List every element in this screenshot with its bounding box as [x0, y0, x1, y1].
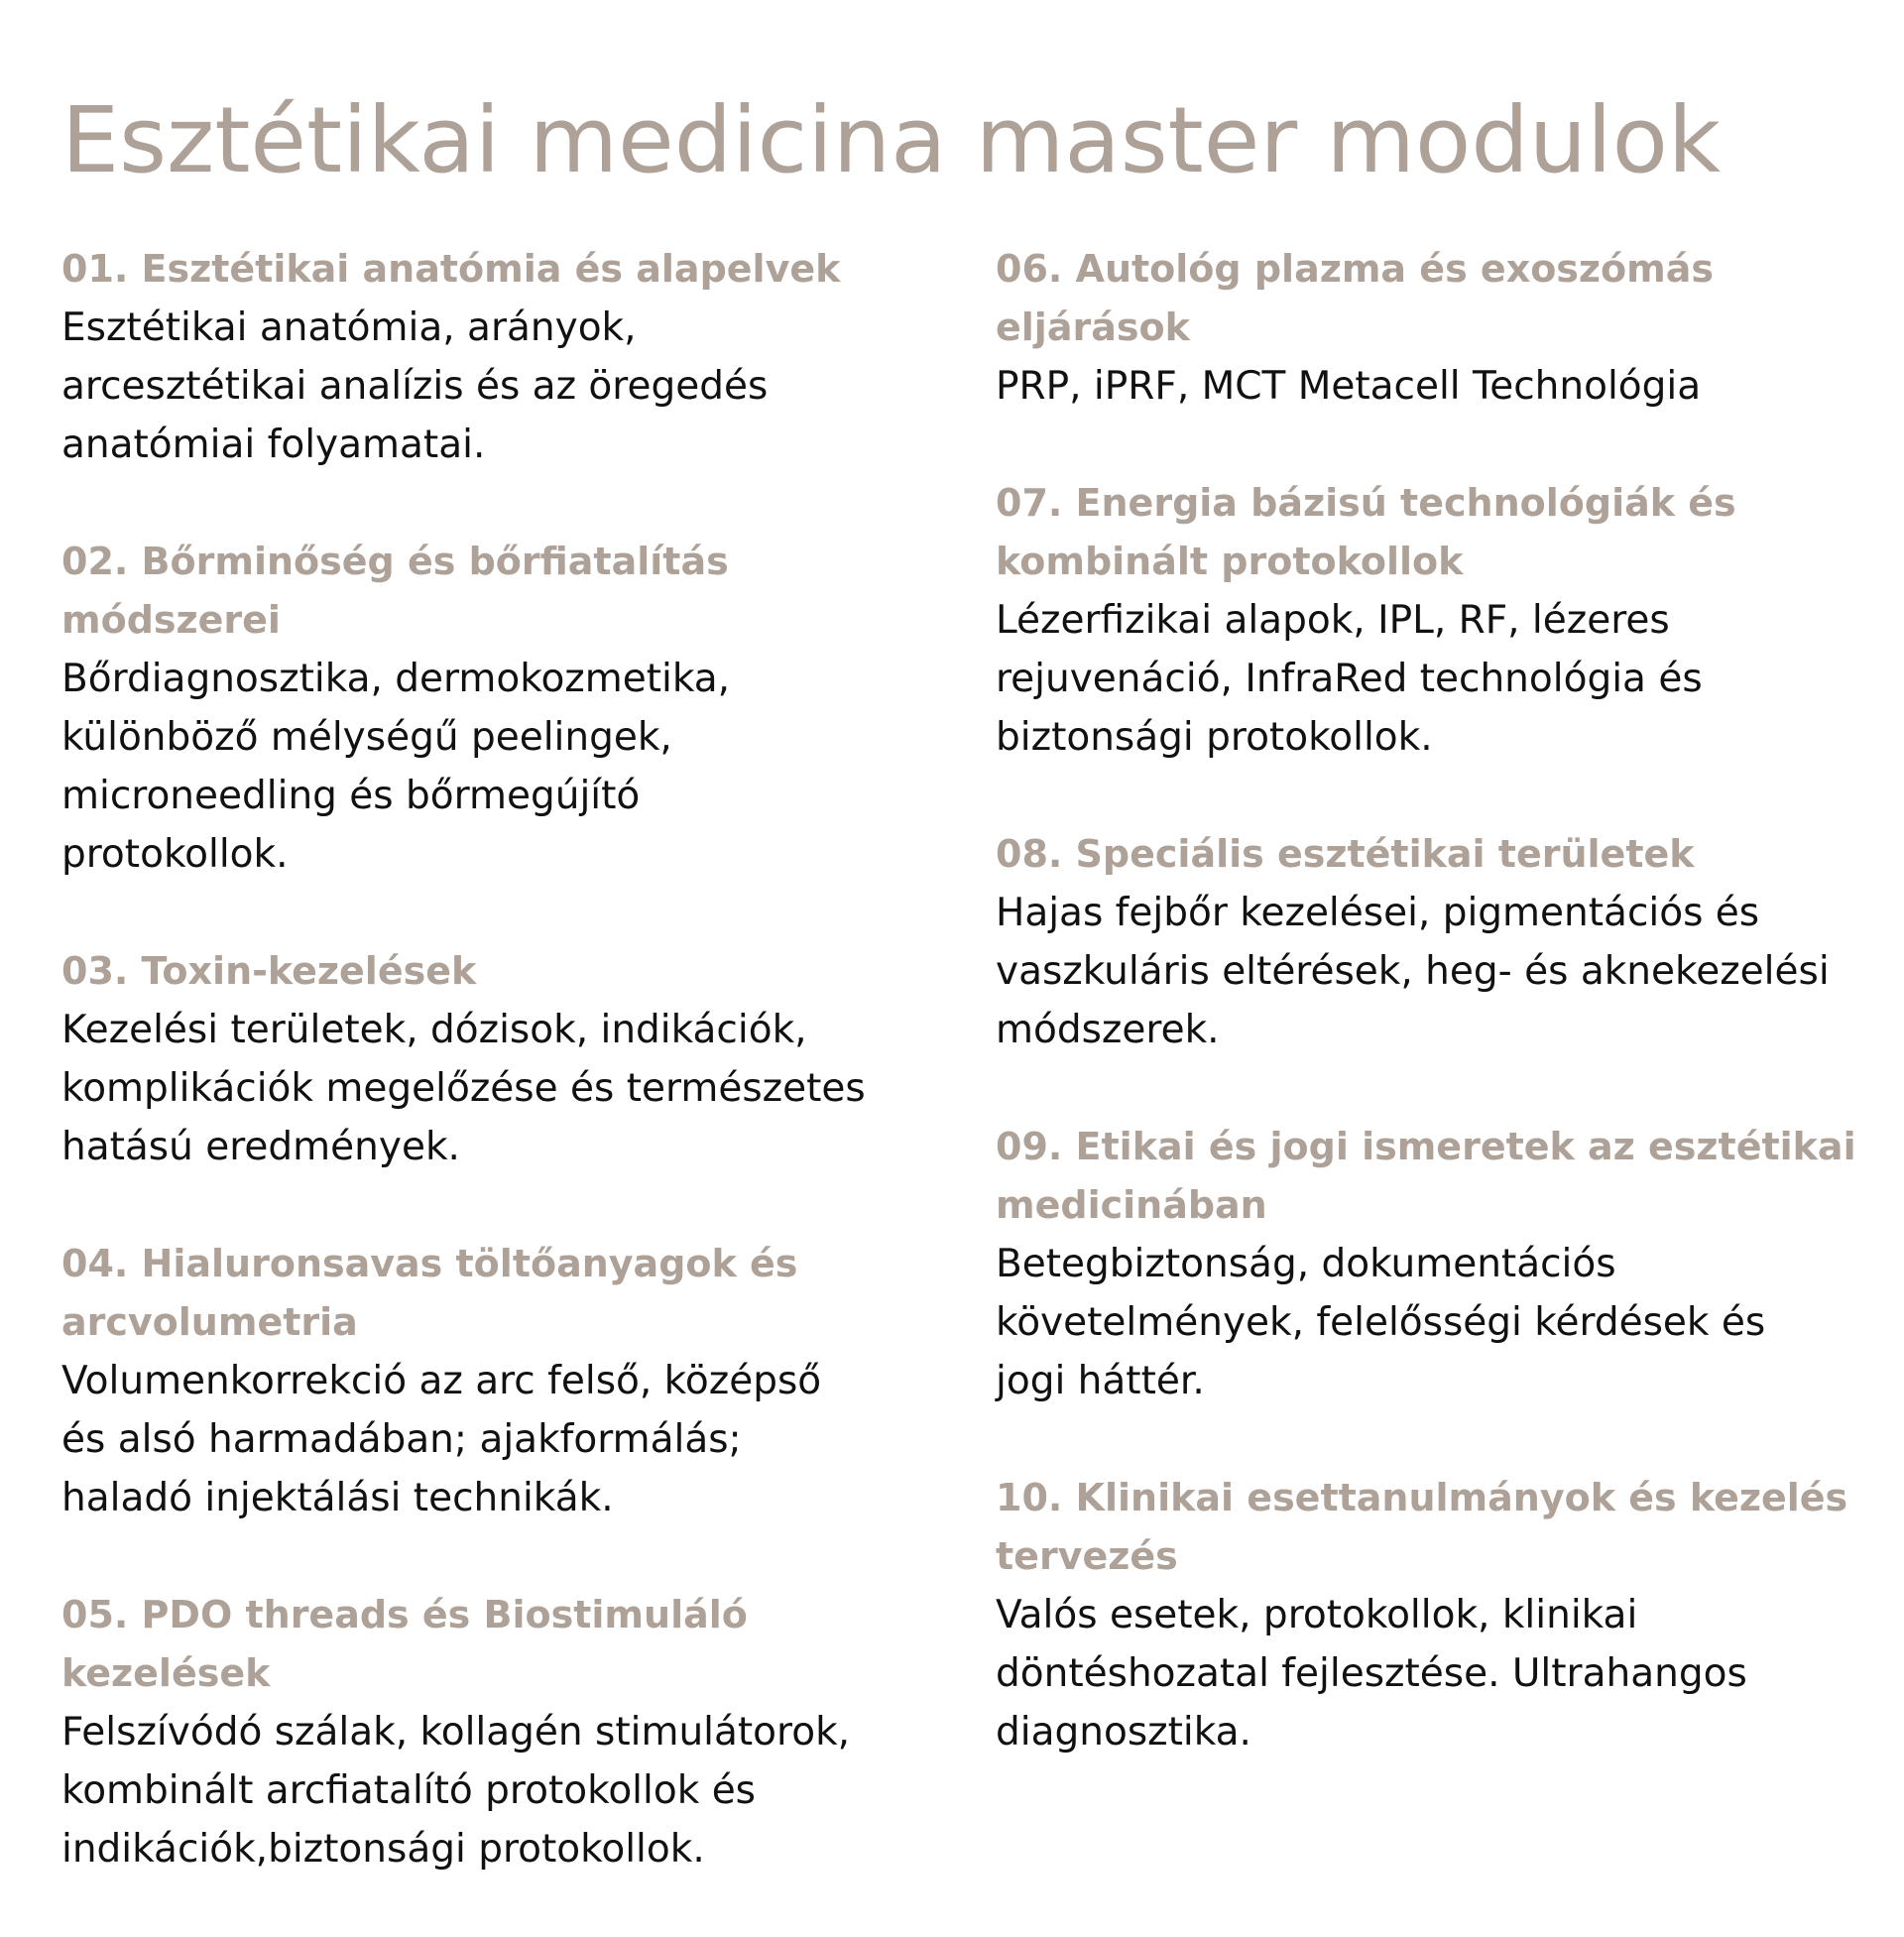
- module-title-line: 10. Klinikai esettanulmányok és kezelés: [996, 1476, 1848, 1519]
- module-description: [61, 650, 914, 884]
- module-description-line: Lézerfizikai alapok, IPL, RF, lézeres: [996, 598, 1670, 643]
- module-description-line: jogi háttér.: [996, 1359, 1205, 1403]
- module-description-line: protokollok.: [61, 832, 289, 877]
- module-item: [996, 825, 1888, 1059]
- module-title: [996, 474, 1888, 591]
- module-item: [996, 1118, 1888, 1410]
- module-item: [61, 942, 914, 1176]
- module-title: [996, 1118, 1888, 1235]
- module-title-line: medicinában: [996, 1183, 1267, 1227]
- module-item: [61, 1235, 914, 1527]
- module-description-line: módszerek.: [996, 1008, 1220, 1052]
- module-description: [61, 299, 914, 474]
- module-description: [996, 884, 1888, 1059]
- module-description-line: haladó injektálási technikák.: [61, 1476, 614, 1520]
- module-title-line: 09. Etikai és jogi ismeretek az esztétikai: [996, 1125, 1856, 1168]
- module-description-line: Felszívódó szálak, kollagén stimulátorok,: [61, 1710, 851, 1755]
- module-description-line: rejuvenáció, InfraRed technológia és: [996, 657, 1703, 701]
- module-title: [61, 533, 914, 650]
- module-description: [61, 1352, 914, 1527]
- module-description-line: microneedling és bőrmegújító: [61, 774, 641, 818]
- module-description-line: Bőrdiagnosztika, dermokozmetika,: [61, 657, 731, 701]
- module-description-line: Valós esetek, protokollok, klinikai: [996, 1593, 1638, 1637]
- module-title-line: 04. Hialuronsavas töltőanyagok és: [61, 1242, 798, 1285]
- module-description-line: komplikációk megelőzése és természetes: [61, 1066, 866, 1111]
- module-column-right: [996, 240, 1888, 1820]
- module-item: [61, 240, 914, 474]
- module-title-line: kezelések: [61, 1651, 271, 1695]
- module-title: 08. Speciális esztétikai területek: [996, 832, 1695, 876]
- module-title-line: arcvolumetria: [61, 1300, 358, 1344]
- module-description-line: követelmények, felelősségi kérdések és: [996, 1300, 1766, 1345]
- module-title-line: 02. Bőrminőség és bőrfiatalítás: [61, 540, 729, 583]
- module-description-line: indikációk,biztonsági protokollok.: [61, 1827, 705, 1872]
- module-description: [61, 1001, 914, 1176]
- module-title-line: 07. Energia bázisú technológiák és: [996, 481, 1736, 525]
- module-description: [996, 357, 1888, 416]
- module-title: [996, 240, 1888, 357]
- module-description-line: arcesztétikai analízis és az öregedés: [61, 364, 769, 409]
- module-description: [996, 591, 1888, 767]
- module-title: 01. Esztétikai anatómia és alapelvek: [61, 247, 841, 291]
- module-description-line: hatású eredmények.: [61, 1125, 460, 1169]
- module-description: [61, 1703, 914, 1878]
- module-title-line: tervezés: [996, 1534, 1178, 1578]
- module-description-line: diagnosztika.: [996, 1710, 1251, 1755]
- module-description: [996, 1235, 1888, 1410]
- module-description-line: biztonsági protokollok.: [996, 715, 1433, 760]
- module-title-line: 05. PDO threads és Biostimuláló: [61, 1593, 748, 1636]
- module-description-line: kombinált arcfiatalító protokollok és: [61, 1768, 757, 1813]
- module-description-line: Esztétikai anatómia, arányok,: [61, 305, 637, 350]
- module-title-line: eljárások: [996, 305, 1190, 349]
- module-title-line: 06. Autológ plazma és exoszómás: [996, 247, 1715, 291]
- module-description-line: Hajas fejbőr kezelései, pigmentációs és: [996, 891, 1760, 935]
- module-title: 03. Toxin-kezelések: [61, 949, 477, 993]
- module-description-line: Volumenkorrekció az arc felső, középső: [61, 1359, 822, 1403]
- module-description-line: anatómiai folyamatai.: [61, 423, 486, 467]
- module-item: [996, 240, 1888, 416]
- module-column-left: [61, 240, 914, 1937]
- module-item: [996, 474, 1888, 767]
- module-item: [996, 1469, 1888, 1761]
- module-description-line: vaszkuláris eltérések, heg- és aknekezelési: [996, 949, 1830, 994]
- module-title: [61, 1586, 914, 1703]
- module-item: [61, 1586, 914, 1878]
- module-description-line: különböző mélységű peelingek,: [61, 715, 672, 760]
- module-description-line: döntéshozatal fejlesztése. Ultrahangos: [996, 1651, 1747, 1696]
- module-title-line: kombinált protokollok: [996, 540, 1464, 583]
- module-description-line: és alsó harmadában; ajakformálás;: [61, 1417, 742, 1462]
- page-title: Esztétikai medicina master modulok: [61, 87, 1722, 193]
- module-description-line: Betegbiztonság, dokumentációs: [996, 1242, 1616, 1286]
- module-title: [61, 1235, 914, 1352]
- module-description: [996, 1586, 1888, 1761]
- module-title: [996, 1469, 1888, 1586]
- module-item: [61, 533, 914, 884]
- module-description-line: Kezelési területek, dózisok, indikációk,: [61, 1008, 807, 1052]
- module-description-line: PRP, iPRF, MCT Metacell Technológia: [996, 364, 1702, 409]
- module-title-line: módszerei: [61, 598, 281, 642]
